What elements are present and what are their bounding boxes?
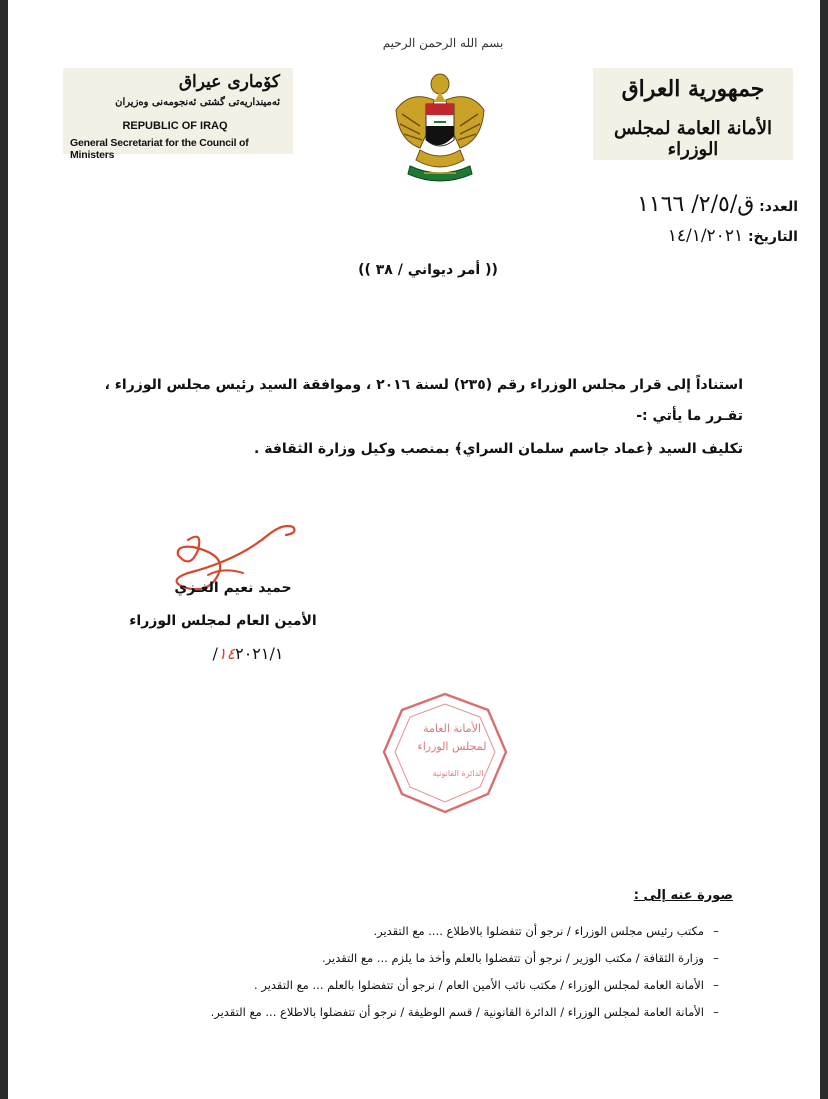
reference-date — [568, 226, 798, 246]
official-stamp — [380, 690, 510, 816]
bullet-dash: – — [713, 924, 719, 938]
signatory-title: الأمين العام لمجلس الوزراء — [129, 613, 317, 629]
handwritten-signature — [148, 515, 308, 615]
handwritten-day: ١٤ — [217, 644, 236, 663]
body-line-3: تكليف السيد ﴿عماد جاسم سلمان السراي﴾ بمنصب وكيل وزارة الثقافة . — [254, 441, 743, 457]
signatory-date-value: ٢٠٢١/١/ — [212, 644, 284, 663]
list-item — [108, 999, 728, 1026]
copy-recipient: الأمانة العامة لمجلس الوزراء / الدائرة القانونية / قسم الوظيفة / نرجو أن تتفضلوا بالاطلاع ... مع التقدير. — [210, 1005, 704, 1019]
arabic-republic-name: جمهورية العراق — [621, 76, 765, 102]
copy-recipient: وزارة الثقافة / مكتب الوزير / نرجو أن تتفضلوا بالعلم وأخذ ما يلزم ... مع التقدير. — [322, 951, 704, 965]
basmala: بسم الله الرحمن الرحيم — [382, 36, 504, 50]
copy-recipient: الأمانة العامة لمجلس الوزراء / مكتب نائب الأمين العام / نرجو أن تتفضلوا بالعلم ... مع التقدير . — [254, 978, 704, 992]
bullet-dash: – — [713, 1005, 719, 1019]
stamp-line-3: الدائرة القانونية — [432, 769, 484, 778]
list-item — [108, 945, 728, 972]
arabic-secretariat-name: الأمانة العامة لمجلس الوزراء — [614, 118, 772, 160]
bullet-dash: – — [713, 978, 719, 992]
reference-date-value: ١٤/١/٢٠٢١ — [667, 226, 744, 246]
copies-heading: صورة عنه إلى : — [633, 888, 733, 903]
list-item — [108, 972, 728, 999]
bullet-dash: – — [713, 951, 719, 965]
english-republic-name: REPUBLIC OF IRAQ — [122, 120, 228, 132]
kurdish-secretariat-name: ئه‌مینداریه‌تی گشتی ئه‌نجومه‌نی وه‌زیران — [115, 97, 280, 108]
reference-date-label: التاريخ: — [747, 229, 798, 245]
iraq-eagle-emblem-icon — [390, 70, 490, 188]
stamp-line-2: لمجلس الوزراء — [417, 740, 487, 753]
document-page — [8, 0, 820, 1099]
reference-number-value: ق/٢/٥/ ١١٦٦ — [637, 192, 755, 217]
reference-number — [568, 192, 798, 217]
stamp-line-1: الأمانة العامة — [423, 722, 481, 735]
english-secretariat-name: General Secretariat for the Council of Ministers — [70, 137, 249, 161]
order-title: (( أمر ديواني / ٣٨ )) — [358, 262, 498, 278]
kurdish-republic-name: كۆماری عیراق — [178, 72, 280, 92]
list-item — [108, 918, 728, 945]
body-line-2: تقـرر ما يأتي :- — [636, 408, 743, 424]
signatory-name: حميد نعيم الغـزي — [174, 580, 292, 596]
body-line-1: استناداً إلى قرار مجلس الوزراء رقم (٢٣٥) لسنة ٢٠١٦ ، وموافقة السيد رئيس مجلس الوزراء ، — [104, 377, 743, 393]
copy-recipient: مكتب رئيس مجلس الوزراء / نرجو أن تتفضلوا بالاطلاع .... مع التقدير. — [373, 924, 704, 938]
reference-number-label: العدد: — [759, 199, 798, 215]
copies-list — [108, 918, 728, 1026]
signatory-date — [168, 644, 328, 663]
